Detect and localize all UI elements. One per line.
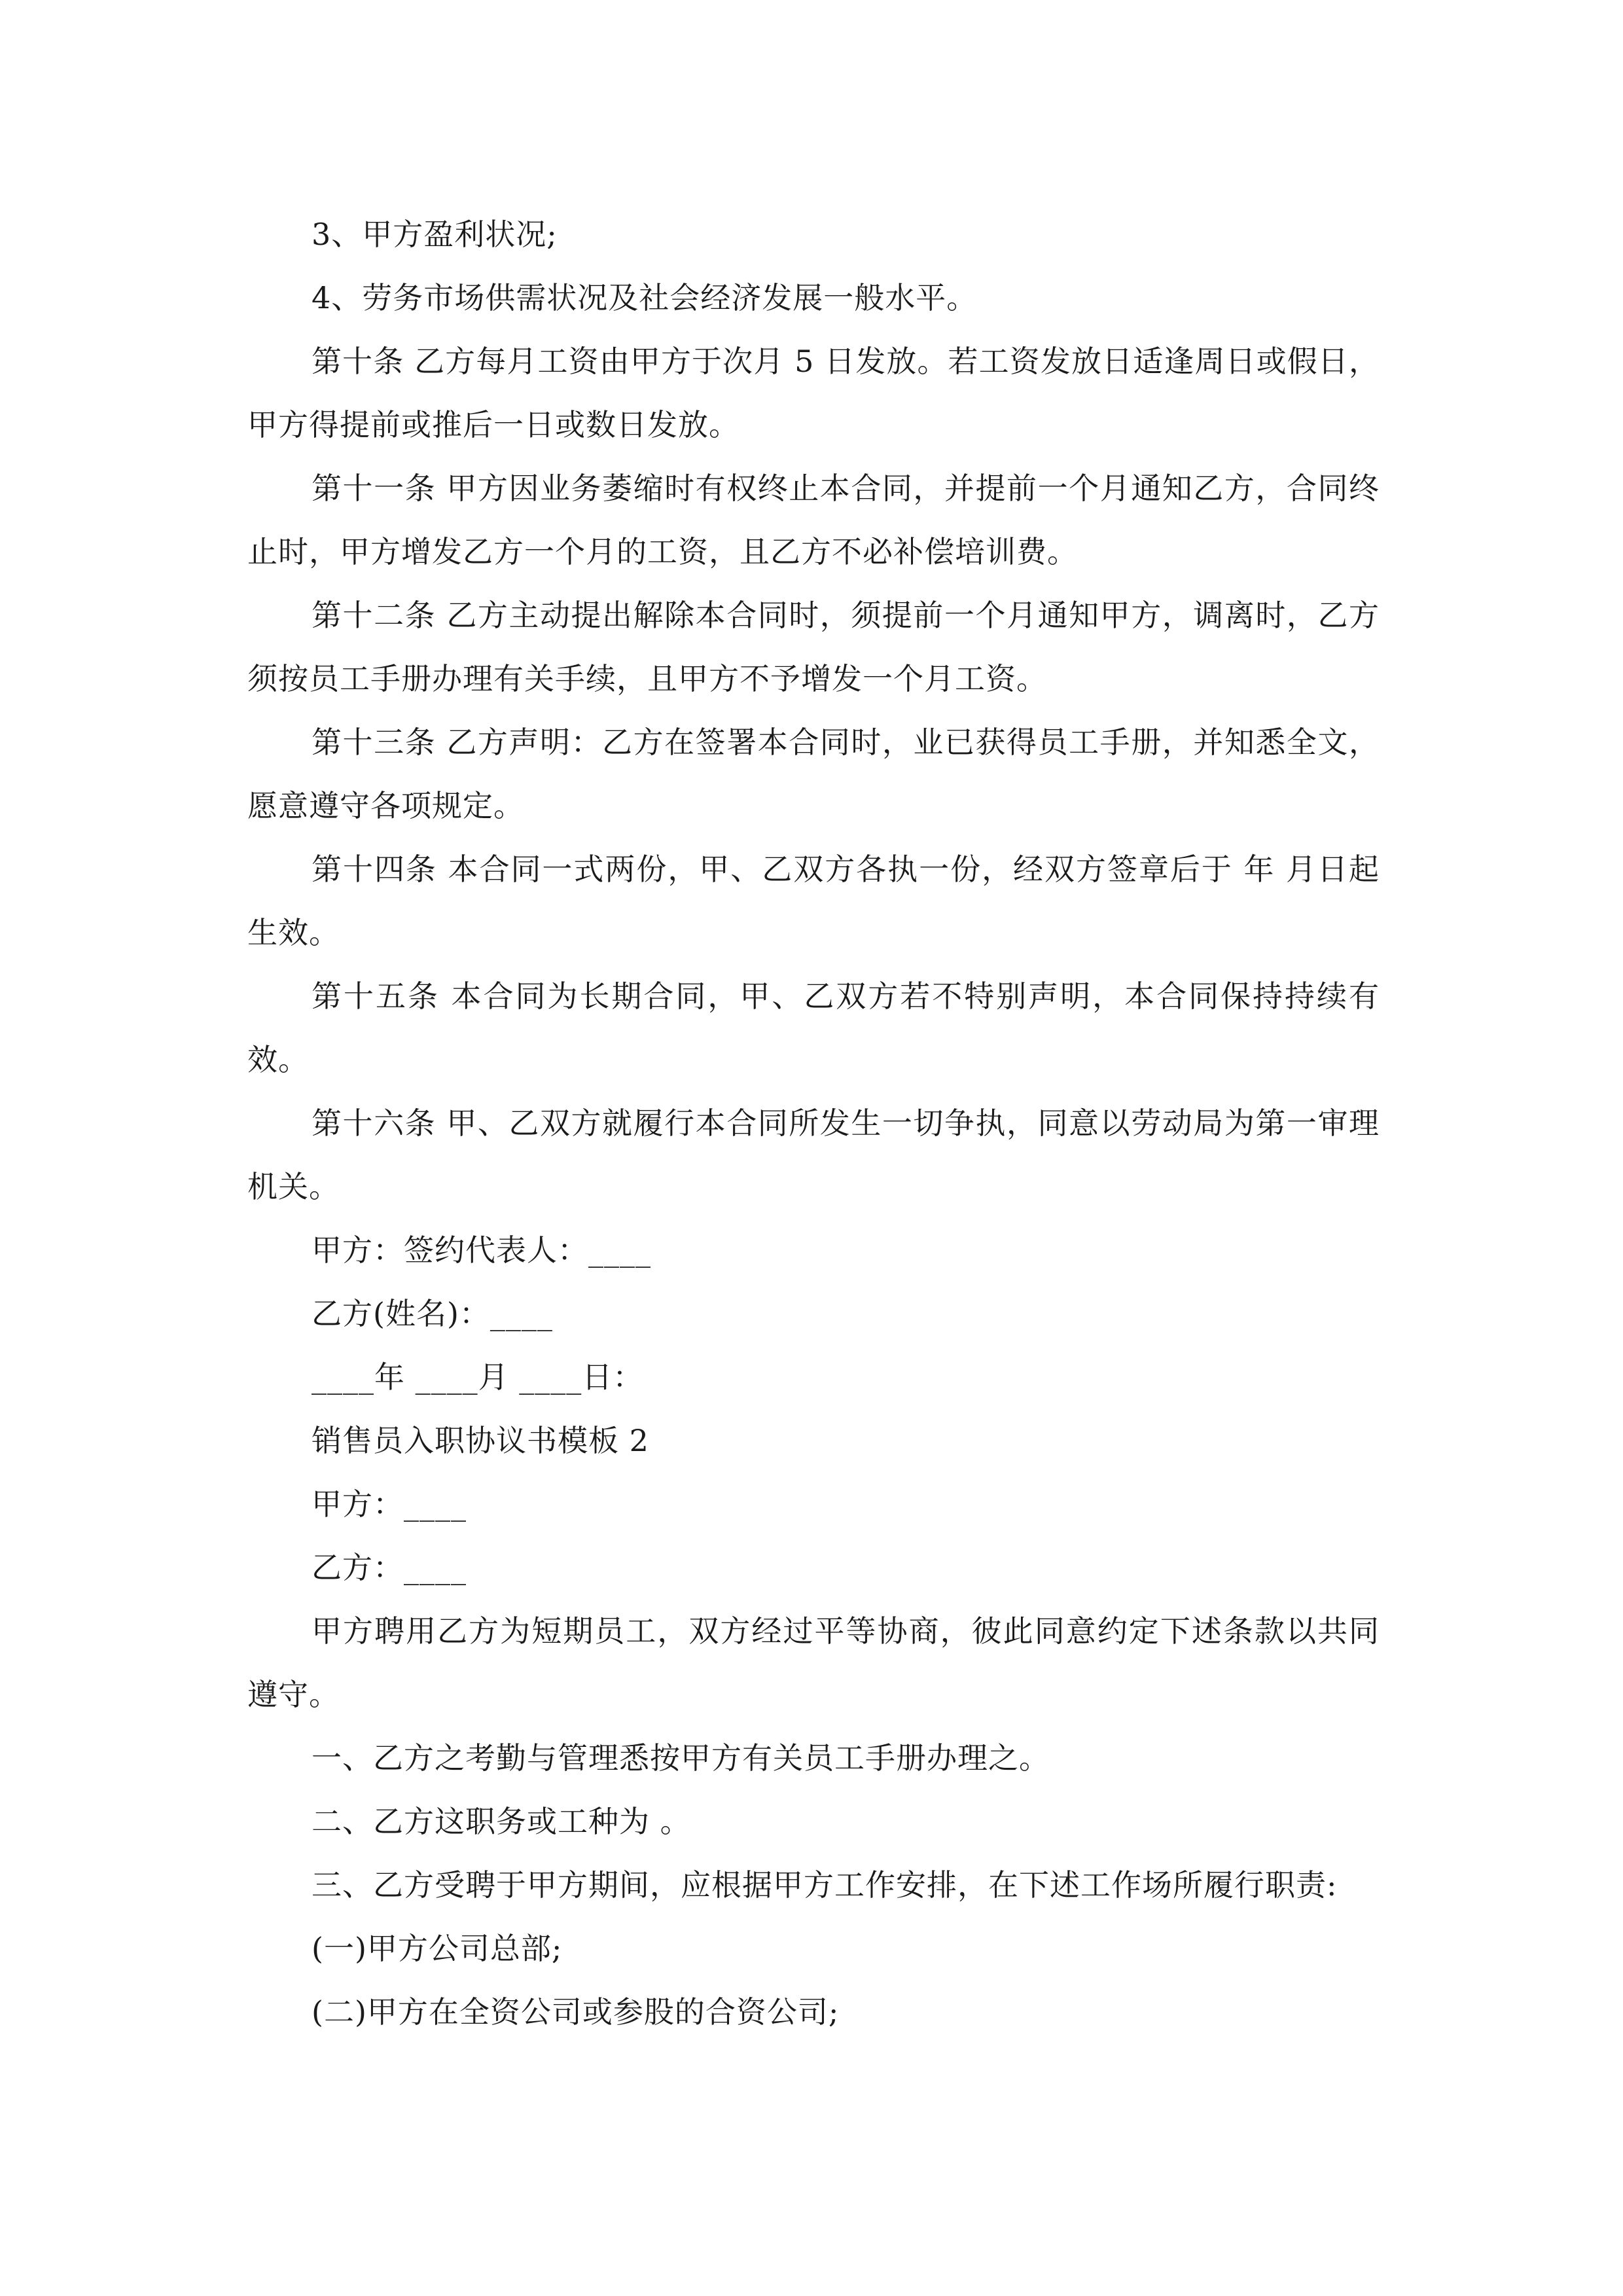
- template-2-party-b: 乙方：____: [312, 1550, 467, 1585]
- signature-party-b: 乙方(姓名)：____: [312, 1296, 553, 1331]
- template-2-clause-3: 三、乙方受聘于甲方期间，应根据甲方工作安排，在下述工作场所履行职责:: [312, 1867, 1338, 1903]
- clause-profit-status: 3、甲方盈利状况;: [312, 217, 558, 252]
- article-15: 第十五条 本合同为长期合同，甲、乙双方若不特别声明，本合同保持持续有效。: [247, 978, 1380, 1077]
- article-12: 第十二条 乙方主动提出解除本合同时，须提前一个月通知甲方，调离时，乙方须按员工手册办理有关手续，且甲方不予增发一个月工资。: [247, 598, 1380, 696]
- template-2-title: 销售员入职协议书模板 2: [312, 1423, 649, 1458]
- article-13: 第十三条 乙方声明：乙方在签署本合同时，业已获得员工手册，并知悉全文，愿意遵守各项规定。: [247, 725, 1380, 823]
- signature-party-a: 甲方：签约代表人：____: [312, 1232, 651, 1268]
- article-11: 第十一条 甲方因业务萎缩时有权终止本合同，并提前一个月通知乙方，合同终止时，甲方增发乙方一个月的工资，且乙方不必补偿培训费。: [247, 471, 1380, 569]
- template-2-clause-1: 一、乙方之考勤与管理悉按甲方有关员工手册办理之。: [312, 1740, 1050, 1776]
- article-14: 第十四条 本合同一式两份，甲、乙双方各执一份，经双方签章后于 年 月日起生效。: [247, 852, 1380, 950]
- article-16: 第十六条 甲、乙双方就履行本合同所发生一切争执，同意以劳动局为第一审理机关。: [247, 1105, 1380, 1204]
- template-2-sub-1: (一)甲方公司总部;: [312, 1931, 563, 1966]
- template-2-clause-2: 二、乙方这职务或工种为 。: [312, 1804, 691, 1839]
- article-10: 第十条 乙方每月工资由甲方于次月 5 日发放。若工资发放日适逢周日或假日，甲方得提前或推后一日或数日发放。: [247, 344, 1380, 442]
- template-2-party-a: 甲方：____: [312, 1486, 467, 1522]
- clause-labor-market: 4、劳务市场供需状况及社会经济发展一般水平。: [312, 280, 978, 315]
- template-2-sub-2: (二)甲方在全资公司或参股的合资公司;: [312, 1994, 840, 2030]
- document-body: [247, 203, 1380, 2044]
- template-2-intro: 甲方聘用乙方为短期员工，双方经过平等协商，彼此同意约定下述条款以共同遵守。: [247, 1613, 1380, 1712]
- signature-date: ____年 ____月 ____日：: [312, 1359, 644, 1395]
